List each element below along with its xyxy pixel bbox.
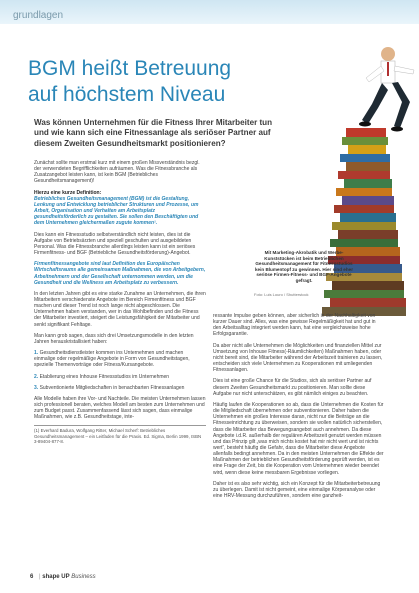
footer-divider: | xyxy=(39,574,41,580)
image-caption: Mit Marketing-Akrobatik und Werbe-Kunststücken ist beim Betrieblichen Gesundheitsmanagement für Fitnessstudios kein Blumentopf zu gewinnen. Hier sind eher seriöse Firmen-Fitness- und BGF-Angebote gefragt. xyxy=(254,250,353,283)
paragraph: Dies kann ein Fitnessstudio selbstverständlich nicht leisten, dies ist die Aufgabe von Betriebsärzten und speziell geschulten und ausgebildeten Personal. Was die Fitnessbranche allerdings leisten kann ist ein seriöses Firmenfitness- und BGF (Betriebliche Gesundheitsförderung)-Angebot. xyxy=(34,231,196,257)
article-column-right xyxy=(213,313,385,504)
paragraph: Häufig laufen die Kooperationen so ab, dass die Unternehmen die Kosten für die Mitgliedschaft übernehmen oder subventionieren. Daher haben die Unternehmen ein großes Interesse daran, nicht nur die Beiträge an die Fitnesseinrichtung zu überweisen, sondern sie wollen natürlich sicherstellen, dass die Mitarbeiter das Bewegungsangebot auch annehmen. Da diese Angebote i.d.R. außerhalb der regulären Arbeitszeit genutzt werden müssen und das Prinzip gilt „was mich nichts kostet hat mir nicht wert und ist nichts wert“, besteht häufig die Gefahr, dass die Mitarbeiter diese Angebote allenfalls bedingt annehmen. Da in den meisten Unternehmen die Effekte der Maßnahmen der betrieblichen Gesundheitsförderung geprüft werden, ist es eine Frage der Zeit, bis die Kooperation vom Unternehmen wieder beendet wird, wenn diese keine messbaren Ergebnisse vorliegen. xyxy=(213,401,384,476)
list-item-text: Etablierung eines Inhouse Fitnessstudios im Unternehmen xyxy=(39,373,170,380)
list-item: 1. Gesundheitsdienstleister kommen ins Unternehmen und machen einmalige oder regelmäßige Angebote in Form von Gesundheitstagen, spezielle Themenvorträge oder Fitness/Kursangebote. xyxy=(34,350,190,369)
footnote: (1) Everhard Badura, Wolfgang Ritter, Michael Scherf: Betriebliches Gesundheitsmanagement – ein Leitfaden für die Praxis. Ed. Sigma, Berlin 1999, ISBN 3-89404-877-8. xyxy=(34,425,206,444)
paragraph: Alle Modelle haben ihre Vor- und Nachteile. Die meisten Unternehmen lassen sich professionell beraten, welches Modell am besten zum Unternehmen und zum Budget passt. Zusammenfassend lässt sich sagen, dass einmalige Maßnahmen, wie z.B. Gesundheitstage, inte- xyxy=(34,395,206,421)
binder-stack xyxy=(322,128,406,316)
paragraph: Dies ist eine große Chance für die Studios, sich als seriöser Partner auf diesem Zweiten Gesundheitsmarkt zu positionieren. Man sollte diese Aufgabe nur nicht unterschätzen, es gibt nämlich einiges zu beachten. xyxy=(213,378,372,397)
magazine-brand: shape UP xyxy=(42,574,70,580)
article-column-left xyxy=(34,160,206,445)
paragraph: ressante Impulse geben können, aber sicherlich in der Nachhaltigkeit von kurzer Dauer sind. Alles, was eine gewisse Regelmäßigkeit hat und gut in den Arbeitsalltag integriert werden kann, hat eine vergleichsweise hohe Erfolgsgarantie. xyxy=(213,313,376,338)
definition-heading: Hierzu eine kurze Definition: xyxy=(34,189,102,196)
section-label: grundlagen xyxy=(13,10,64,21)
list-item: 3. Subventionierte Mitgliedschaften in benachbarten Fitnessanlagen xyxy=(34,384,185,391)
paragraph: Zunächst sollte man erstmal kurz mit einem großen Missverständnis bezgl. der verwendeten Begrifflichkeiten aufräumen. Was die Fitnessbranche als Zusatzangebot leisten kann, ist kein BGM (Betriebliches Gesundheitsmanagement)! xyxy=(34,160,200,185)
paragraph: In den letzten Jahren gibt es eine starke Zunahme an Unternehmen, die ihren Mitarbeitern verschiedenste Angebote im Bereich Firmenfitness und BGF machen und dieser Trend ist noch lange nicht abgeschlossen. Die Unternehmen haben verstanden, wer in das Wohlbefinden und die Fitness der Mitarbeiter investiert, steigert die Leistungsfähigkeit der Mitarbeiter und senkt signifikant Fehltage. xyxy=(34,290,206,328)
paragraph: Daher ist es also sehr wichtig, sich ein Konzept für die Mitarbeiterbetreuung zu überlegen. Damit ist nicht gemeint, eine einmalige Körperanalyse oder eine HRV-Messung durchzuführen, sondern eine ganzheit- xyxy=(213,480,381,500)
page-footer xyxy=(30,574,96,580)
paragraph: Da aber nicht alle Unternehmen die Möglichkeiten und finanziellen Mittel zur Umsetzung von Inhouse Fitness(-Räumlichkeiten) Maßnahmen haben, oder nicht bereit sind, die Mitarbeiter während der Arbeitszeit trainieren zu lassen, entscheiden sich viele Unternehmen zu Kooperationen mit umliegenden Fitnessanlagen. xyxy=(213,342,383,374)
title-line-2: auf höchstem Niveau xyxy=(28,83,226,106)
paragraph: Man kann grob sagen, dass sich drei Umsetzungsmodelle in den letzten Jahren herauskristallisiert haben: xyxy=(34,332,194,345)
page-number: 6 xyxy=(30,574,34,580)
pull-quote: Firmenfitnessangebote sind laut Definition des Europäischen Wirtschaftsraums alle gemeinsamen Maßnahmen, die von Arbeitgebern, Arbeitnehmern und der Gesellschaft unternommen werden, um die Gesundheit und die Wellness am Arbeitsplatz zu verbessern. xyxy=(34,261,206,286)
title-line-1: BGM heißt Betreuung xyxy=(28,57,232,80)
businessman xyxy=(359,47,414,132)
lead-paragraph: Was können Unternehmen für die Fitness Ihrer Mitarbeiter tun und wie kann sich eine Fitnessanlage als seriöser Partner auf diesem Zweiten Gesundheitsmarkt positionieren? xyxy=(34,118,273,148)
list-item-text: Subventionierte Mitgliedschaften in benachbarten Fitnessanlagen xyxy=(39,384,185,391)
article-title xyxy=(28,56,298,108)
definition-text: Betriebliches Gesundheitsmanagement (BGM) ist die Gestaltung, Lenkung und Entwicklung betrieblicher Strukturen und Prozesse, um Arbeit, Organisation und Verhalten am Arbeitsplatz gesundheitsförderlich zu gestalten. Sie sollen den Beschäftigten und dem Unternehmen gleichermaßen zugute kommen¹. xyxy=(34,195,199,227)
list-item-text: Gesundheitsdienstleister kommen ins Unternehmen und machen einmalige oder regelmäßige Angebote in Form von Gesundheitstagen, spezielle Themenvorträge oder Fitness/Kursangebote. xyxy=(34,350,190,369)
list-item: 2. Etablierung eines Inhouse Fitnessstudios im Unternehmen xyxy=(34,373,170,380)
magazine-section: Business xyxy=(71,574,96,580)
photo-credit: Foto: Luis Louro / Shutterstock xyxy=(254,292,309,297)
